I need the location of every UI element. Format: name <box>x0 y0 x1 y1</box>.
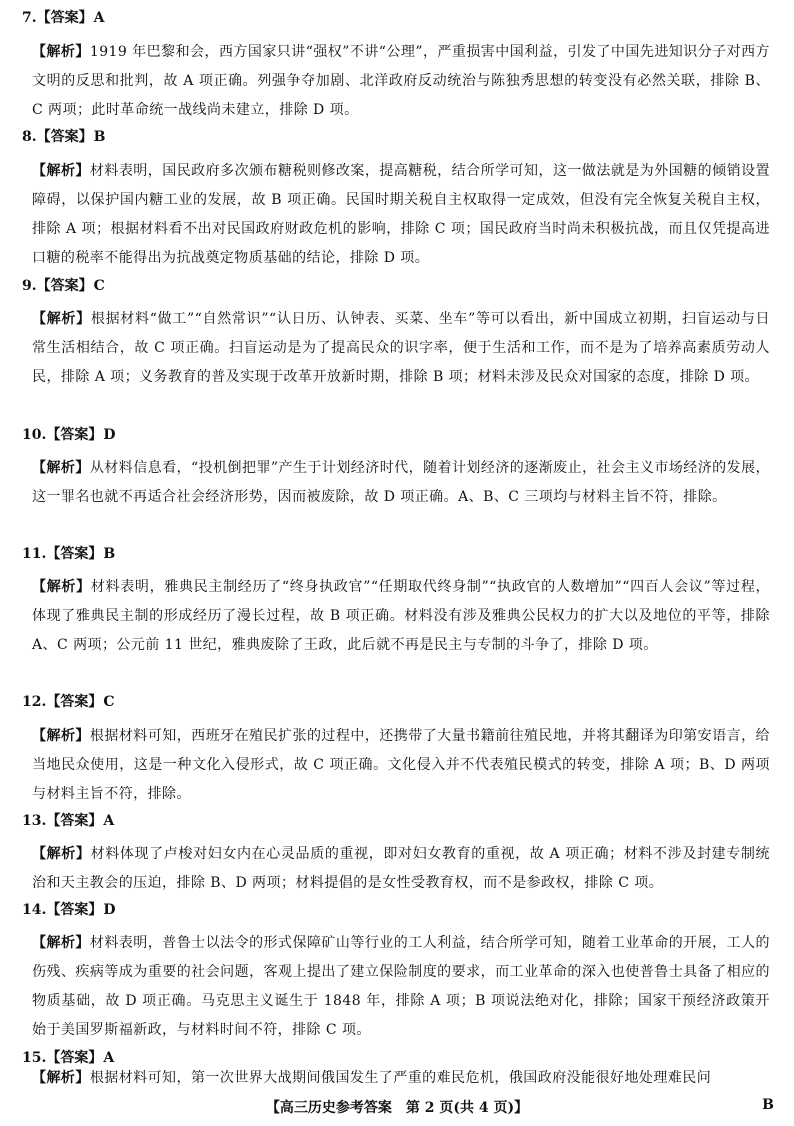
analysis-7 <box>32 38 770 125</box>
question-number: 8. <box>22 129 37 145</box>
analysis-8 <box>32 157 770 273</box>
answer-tag: 【答案】 <box>46 1050 103 1066</box>
analysis-text: 根据材料“做工”“自然常识”“认日历、认钟表、买菜、坐车”等可以看出，新中国成立初期，扫盲运动与日常生活相结合，故 C 项正确。扫盲运动是为了提高民众的识字率，便于生活和工作，而不是为了培养高素质劳动人民，排除 A 项；义务教育的普及实现于改革开放新时期，排除 B 项；材料未涉及民众对国家的态度，排除 D 项。 <box>32 311 770 385</box>
answer-value: B <box>93 129 106 145</box>
answer-tag: 【答案】 <box>46 694 103 710</box>
answer-line-10 <box>22 425 116 445</box>
answer-value: C <box>93 278 105 294</box>
analysis-text: 根据材料可知，西班牙在殖民扩张的过程中，还携带了大量书籍前往殖民地，并将其翻译为印第安语言，给当地民众使用，这是一种文化入侵形式，故 C 项正确。文化侵入并不代表殖民模式的转变，排除 A 项；B、D 两项与材料主旨不符，排除。 <box>32 728 770 802</box>
analysis-tag: 【解析】 <box>32 1070 90 1086</box>
analysis-tag: 【解析】 <box>32 935 90 951</box>
analysis-tag: 【解析】 <box>32 311 91 327</box>
answer-tag: 【答案】 <box>46 813 103 829</box>
analysis-tag: 【解析】 <box>32 163 90 179</box>
answer-value: A <box>103 813 115 829</box>
analysis-text: 材料表明，国民政府多次颁布糖税则修改案，提高糖税，结合所学可知，这一做法就是为外国糖的倾销设置障碍，以保护国内糖工业的发展，故 B 项正确。民国时期关税自主权取得一定成效，但没有完全恢复关税自主权，排除 A 项；根据材料看不出对民国政府财政危机的影响，排除 C 项；国民政府当时尚未积极抗战，而且仅凭提高进口糖的税率不能得出为抗战奠定物质基础的结论，排除 D 项。 <box>32 163 770 266</box>
question-number: 10. <box>22 427 47 443</box>
answer-value: A <box>93 10 105 26</box>
analysis-10 <box>32 454 770 512</box>
answer-value: D <box>103 902 116 918</box>
analysis-9 <box>32 305 770 392</box>
answer-line-12 <box>22 692 115 712</box>
analysis-13 <box>32 840 770 898</box>
analysis-tag: 【解析】 <box>32 44 90 60</box>
answer-tag: 【答案】 <box>46 546 103 562</box>
answer-value: C <box>103 694 115 710</box>
question-number: 9. <box>22 278 37 294</box>
analysis-text: 根据材料可知，第一次世界大战期间俄国发生了严重的难民危机，俄国政府没能很好地处理难民问 <box>89 1070 712 1086</box>
analysis-tag: 【解析】 <box>32 728 90 744</box>
answer-value: D <box>103 427 116 443</box>
answer-line-14 <box>22 900 116 920</box>
analysis-text: 从材料信息看，“投机倒把罪”产生于计划经济时代，随着计划经济的逐渐废止，社会主义市场经济的发展，这一罪名也就不再适合社会经济形势，因而被废除，故 D 项正确。A、B、C 三项均与材料主旨不符，排除。 <box>32 460 770 505</box>
analysis-14 <box>32 929 770 1045</box>
analysis-12 <box>32 722 770 809</box>
answer-tag: 【答案】 <box>36 278 93 294</box>
answer-tag: 【答案】 <box>36 129 93 145</box>
analysis-15 <box>32 1064 770 1093</box>
analysis-text: 材料表明，普鲁士以法令的形式保障矿山等行业的工人利益，结合所学可知，随着工业革命的开展，工人的伤残、疾病等成为重要的社会问题，客观上提出了建立保险制度的要求，而工业革命的深入也使普鲁士具备了相应的物质基础，故 D 项正确。马克思主义诞生于 1848 年，排除 A 项；B 项说法绝对化，排除；国家干预经济政策开始于美国罗斯福新政，与材料时间不符，排除 C 项。 <box>32 935 770 1038</box>
answer-tag: 【答案】 <box>46 427 103 443</box>
analysis-tag: 【解析】 <box>32 460 90 476</box>
answer-value: B <box>103 546 116 562</box>
answer-line-11 <box>22 544 115 564</box>
question-number: 13. <box>22 813 47 829</box>
page-footer <box>0 1097 794 1119</box>
answer-value: A <box>103 1050 115 1066</box>
analysis-tag: 【解析】 <box>32 579 91 595</box>
answer-line-8 <box>22 127 105 147</box>
question-number: 14. <box>22 902 47 918</box>
question-number: 11. <box>22 546 47 562</box>
footer-title: 【高三历史参考答案 第 2 页(共 4 页)】 <box>265 1100 529 1116</box>
footer-version-code: B <box>762 1097 774 1113</box>
analysis-text: 材料体现了卢梭对妇女内在心灵品质的重视，即对妇女教育的重视，故 A 项正确；材料不涉及封建专制统治和天主教会的压迫，排除 B、D 两项；材料提倡的是女性受教育权，而不是参政权，排除 C 项。 <box>32 846 770 891</box>
question-number: 15. <box>22 1050 47 1066</box>
answer-line-13 <box>22 811 114 831</box>
question-number: 7. <box>22 10 37 26</box>
analysis-text: 材料表明，雅典民主制经历了“终身执政官”“任期取代终身制”“执政官的人数增加”“四百人会议”等过程，体现了雅典民主制的形成经历了漫长过程，故 B 项正确。材料没有涉及雅典公民权力的扩大以及地位的平等，排除 A、C 两项；公元前 11 世纪，雅典废除了王政，此后就不再是民主与专制的斗争了，排除 D 项。 <box>32 579 770 653</box>
answer-line-9 <box>22 276 105 296</box>
answer-line-7 <box>22 8 105 28</box>
answer-tag: 【答案】 <box>46 902 103 918</box>
answer-tag: 【答案】 <box>36 10 93 26</box>
question-number: 12. <box>22 694 47 710</box>
analysis-tag: 【解析】 <box>32 846 91 862</box>
analysis-11 <box>32 573 770 660</box>
analysis-text: 1919 年巴黎和会，西方国家只讲“强权”不讲“公理”，严重损害中国利益，引发了中国先进知识分子对西方文明的反思和批判，故 A 项正确。列强争夺加剧、北洋政府反动统治与陈独秀思想的转变没有必然关联，排除 B、C 两项；此时革命统一战线尚未建立，排除 D 项。 <box>32 44 770 118</box>
